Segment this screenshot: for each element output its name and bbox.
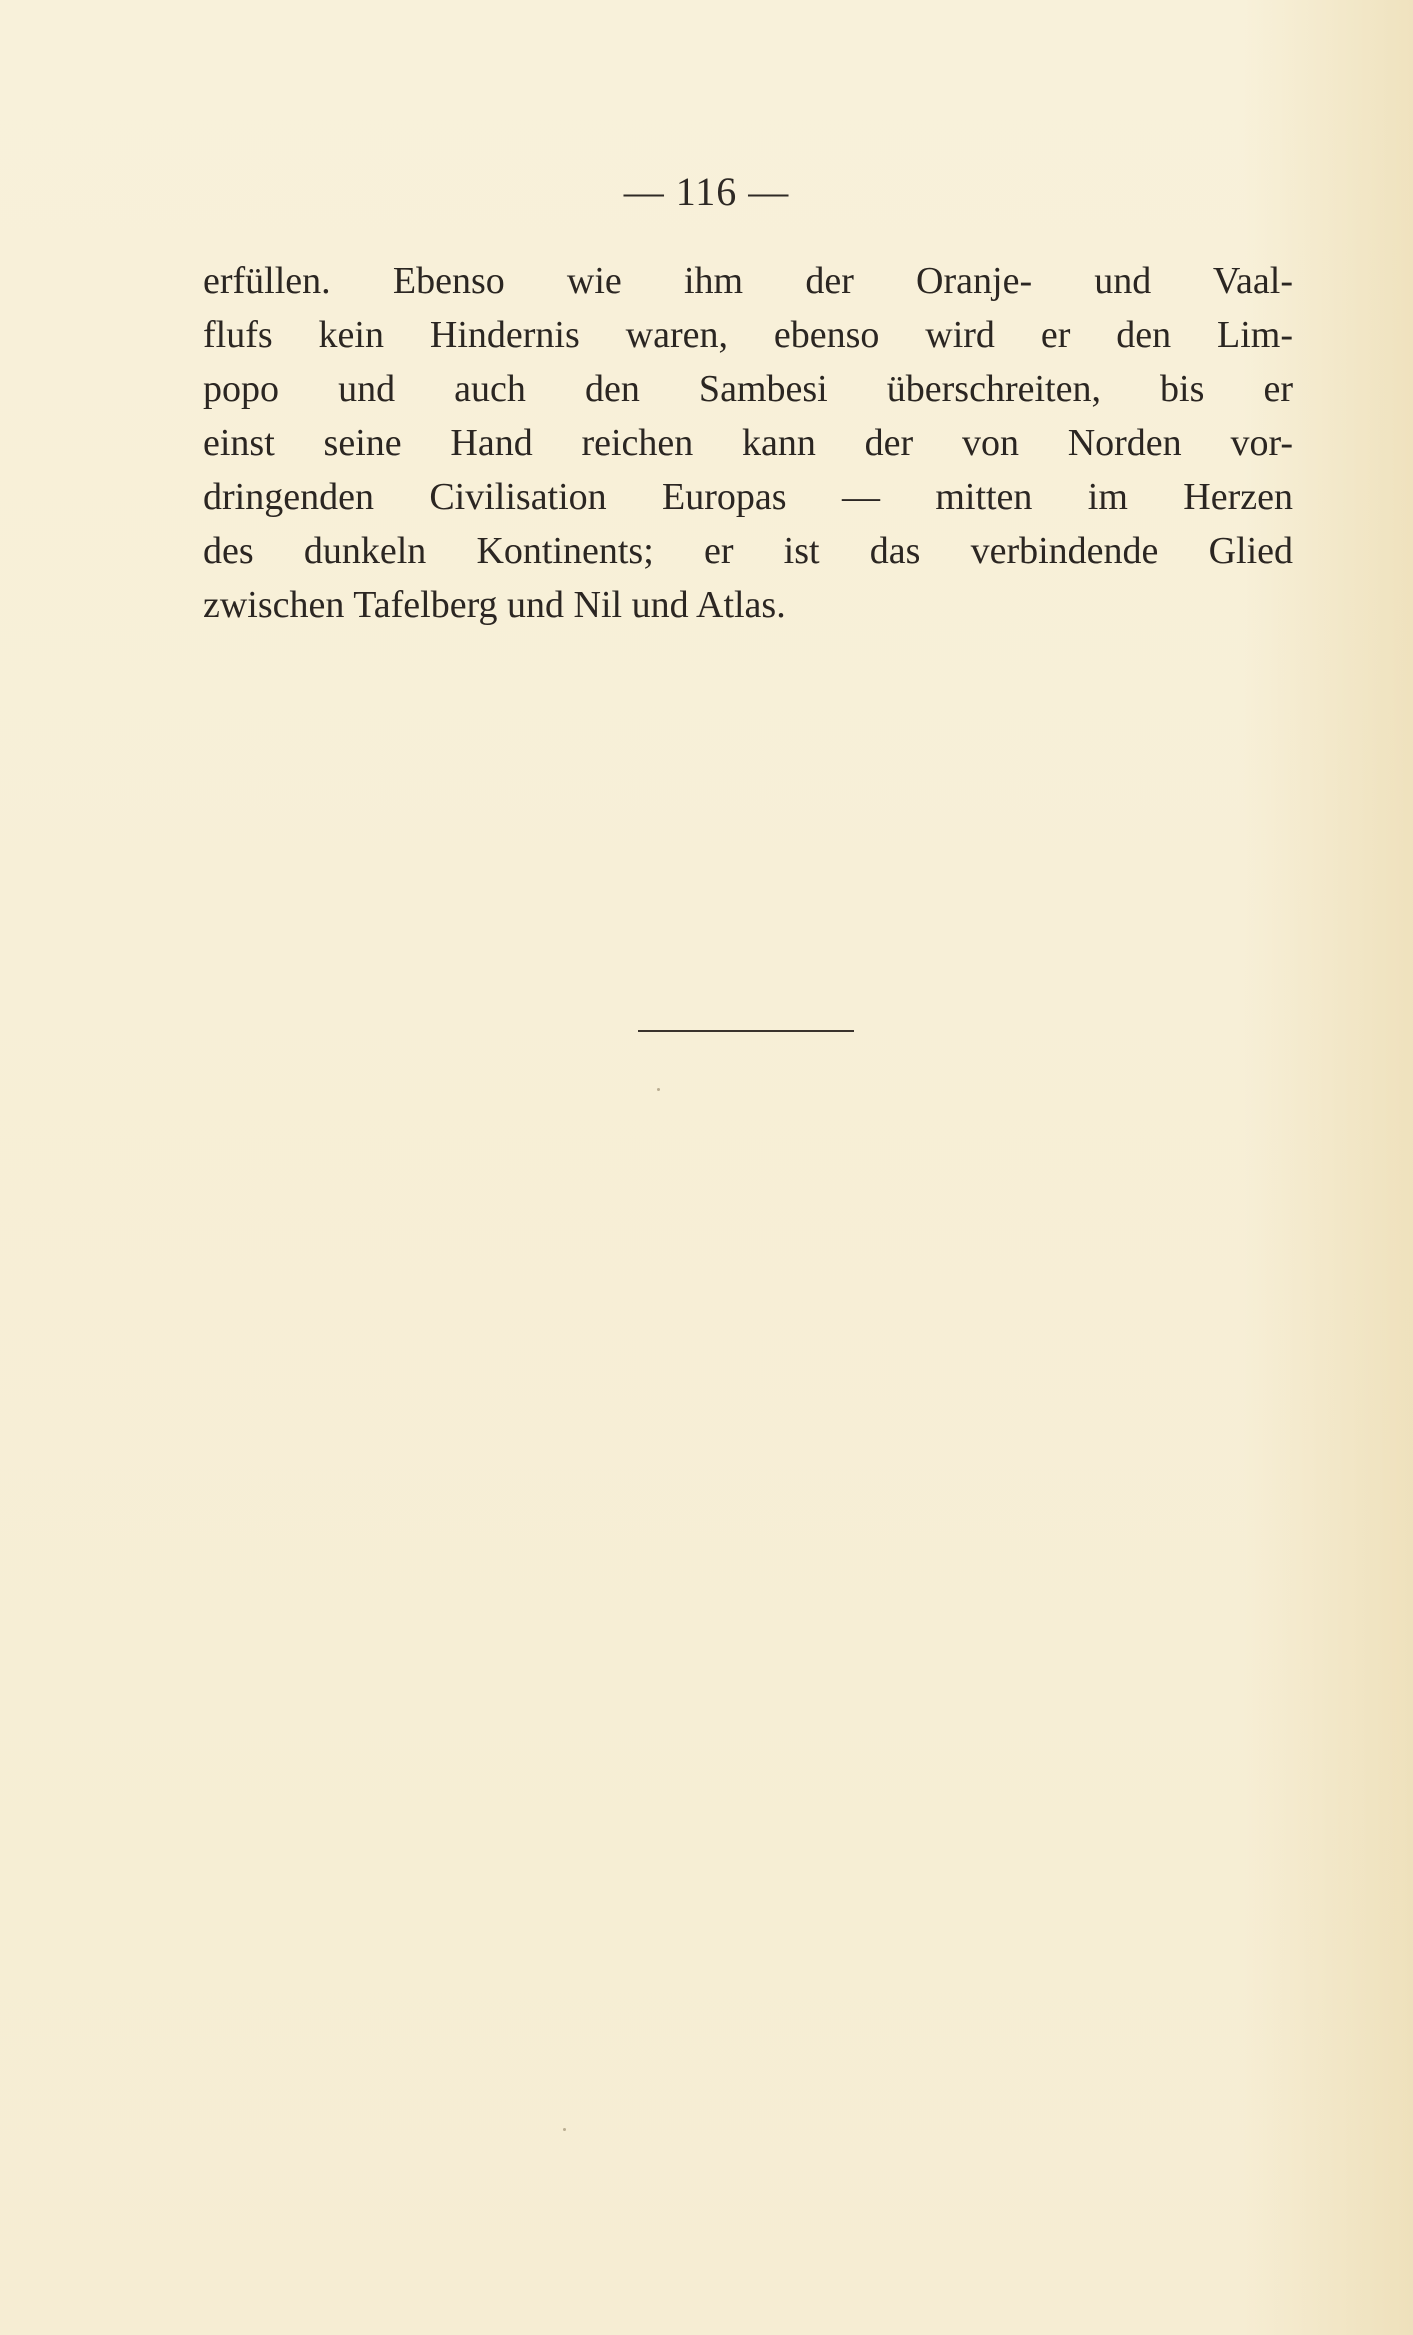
paragraph [203,254,1293,632]
text-line: zwischen Tafelberg und Nil und Atlas. [203,584,786,626]
text-line: flufs kein Hindernis waren, ebenso wird er den Lim- [203,314,1293,356]
page-number: — 116 — [623,169,790,214]
text-line: popo und auch den Sambesi überschreiten, bis er [203,368,1293,410]
text-line: erfüllen. Ebenso wie ihm der Oranje- und Vaal- [203,260,1293,302]
paper-speck [657,1088,660,1091]
text-line: einst seine Hand reichen kann der von Norden vor- [203,422,1293,464]
paper-speck [563,2128,566,2131]
text-line: dringenden Civilisation Europas — mitten im Herzen [203,476,1293,518]
section-divider [638,1030,854,1032]
text-line: des dunkeln Kontinents; er ist das verbindende Glied [203,530,1293,572]
